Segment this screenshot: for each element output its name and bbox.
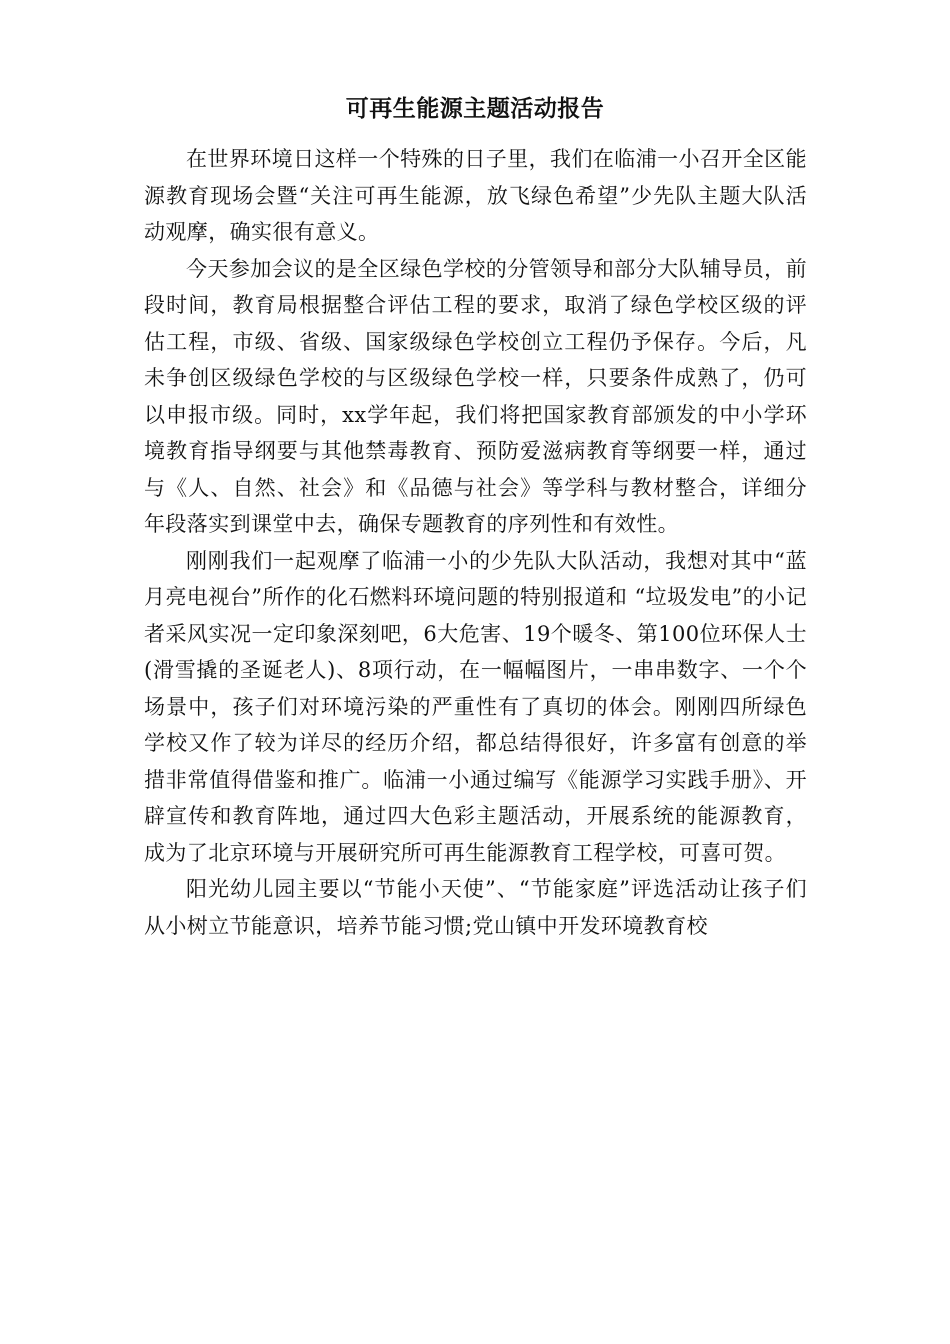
document-title: 可再生能源主题活动报告 bbox=[345, 95, 605, 122]
paragraph-1: 在世界环境日这样一个特殊的日子里，我们在临浦一小召开全区能源教育现场会暨“关注可再生能源，放飞绿色希望”少先队主题大队活动观摩，确实很有意义。 bbox=[144, 147, 807, 244]
paragraph-4: 阳光幼儿园主要以“节能小天使”、“节能家庭”评选活动让孩子们从小树立节能意识，培养节能习惯;党山镇中开发环境教育校 bbox=[144, 877, 807, 938]
paragraph-3: 刚刚我们一起观摩了临浦一小的少先队大队活动，我想对其中“蓝月亮电视台”所作的化石燃料环境问题的特别报道和 “垃圾发电”的小记者采风实况一定印象深刻吧，6大危害、19个暖冬、第100位环保人士(滑雪撬的圣诞老人)、8项行动，在一幅幅图片，一串串数字、一个个场景中，孩子们对环境污染的严重性有了真切的体会。刚刚四所绿色学校又作了较为详尽的经历介绍，都总结得很好，许多富有创意的举措非常值得借鉴和推广。临浦一小通过编写《能源学习实践手册》、开辟宣传和教育阵地，通过四大色彩主题活动，开展系统的能源教育，成为了北京环境与开展研究所可再生能源教育工程学校，可喜可贺。 bbox=[144, 548, 807, 865]
paragraph-2: 今天参加会议的是全区绿色学校的分管领导和部分大队辅导员，前段时间，教育局根据整合评估工程的要求，取消了绿色学校区级的评估工程，市级、省级、国家级绿色学校创立工程仍予保存。今后，凡未争创区级绿色学校的与区级绿色学校一样，只要条件成熟了，仍可以申报市级。同时，xx学年起，我们将把国家教育部颁发的中小学环境教育指导纲要与其他禁毒教育、预防爱滋病教育等纲要一样，通过与《人、自然、社会》和《品德与社会》等学科与教材整合，详细分年段落实到课堂中去，确保专题教育的序列性和有效性。 bbox=[144, 256, 807, 536]
document-body bbox=[144, 141, 807, 944]
